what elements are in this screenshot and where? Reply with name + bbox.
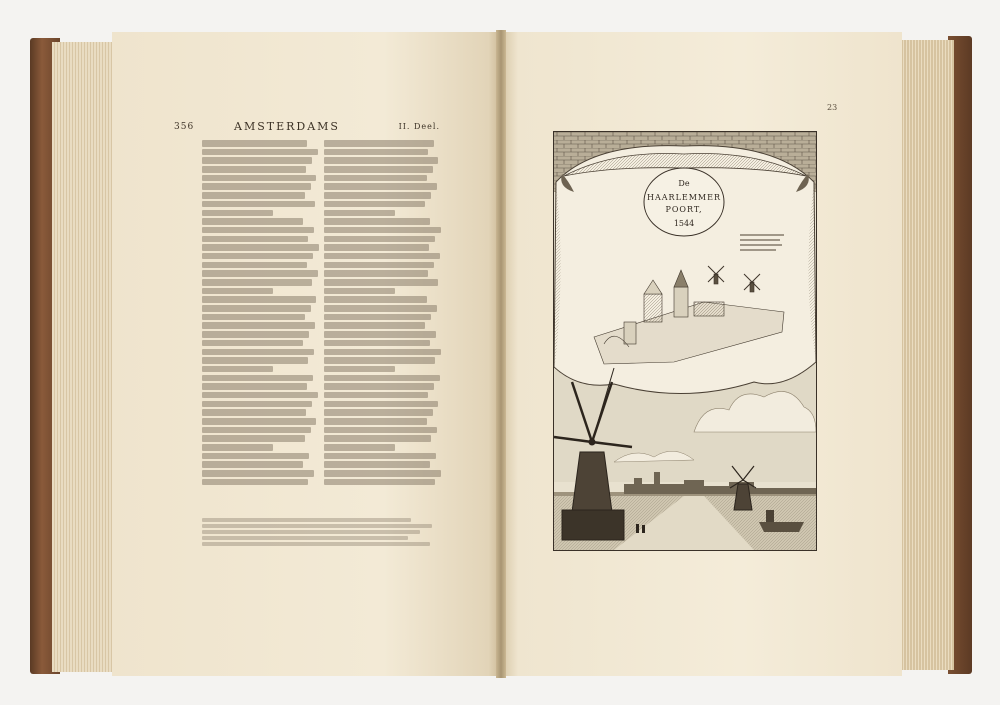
- text-line: [202, 542, 430, 546]
- book-gutter: [496, 30, 506, 678]
- text-line: [202, 288, 273, 295]
- text-line: [202, 236, 308, 243]
- plate-year: 1544: [673, 219, 695, 228]
- text-line: [202, 461, 303, 468]
- engraving-plate: [553, 131, 817, 551]
- text-line: [324, 349, 441, 356]
- text-line: [324, 409, 433, 416]
- text-line: [202, 479, 308, 486]
- text-line: [202, 270, 318, 277]
- text-line: [202, 375, 313, 382]
- text-line: [202, 210, 273, 217]
- text-line: [324, 375, 440, 382]
- running-header: [174, 120, 440, 136]
- text-line: [324, 305, 437, 312]
- text-line: [202, 305, 311, 312]
- text-column-left: [202, 140, 320, 500]
- text-line: [202, 418, 316, 425]
- text-line: [324, 244, 429, 251]
- open-book: [30, 28, 972, 680]
- text-line: [324, 331, 436, 338]
- text-line: [202, 183, 311, 190]
- text-line: [324, 401, 438, 408]
- text-line: [202, 435, 305, 442]
- left-page-text: [174, 120, 440, 540]
- text-line: [324, 192, 431, 199]
- text-line: [324, 322, 425, 329]
- text-line: [324, 201, 425, 208]
- text-line: [202, 331, 309, 338]
- running-title: AMSTERDAMS: [234, 120, 340, 133]
- building-right: [759, 522, 804, 532]
- text-line: [202, 322, 315, 329]
- text-line: [324, 253, 440, 260]
- right-page-number: 23: [827, 103, 838, 112]
- text-line: [202, 383, 307, 390]
- text-line: [202, 296, 316, 303]
- text-line: [202, 218, 303, 225]
- text-line: [324, 470, 441, 477]
- text-line: [202, 227, 314, 234]
- text-column-right: [324, 140, 442, 500]
- text-line: [202, 453, 309, 460]
- plate-title-line3: POORT,: [665, 205, 703, 214]
- text-line: [324, 157, 438, 164]
- text-line: [202, 518, 411, 522]
- text-line: [202, 357, 308, 364]
- text-line: [324, 418, 427, 425]
- text-line: [202, 444, 273, 451]
- footnotes: [202, 518, 442, 548]
- text-line: [324, 270, 428, 277]
- text-line: [324, 210, 395, 217]
- text-line: [202, 279, 312, 286]
- text-line: [202, 470, 314, 477]
- plate-title-line1: De: [678, 179, 690, 188]
- text-line: [202, 340, 303, 347]
- text-line: [324, 314, 431, 321]
- figure: [636, 524, 639, 533]
- text-line: [202, 175, 316, 182]
- text-line: [324, 366, 395, 373]
- text-line: [202, 166, 306, 173]
- text-line: [324, 340, 430, 347]
- text-line: [202, 244, 319, 251]
- text-line: [324, 288, 395, 295]
- text-line: [324, 236, 435, 243]
- text-line: [202, 201, 315, 208]
- text-line: [324, 357, 435, 364]
- text-line: [202, 314, 305, 321]
- part-label: II. Deel.: [398, 122, 440, 131]
- text-line: [202, 262, 307, 269]
- figure: [642, 525, 645, 533]
- text-line: [202, 140, 307, 147]
- text-line: [324, 453, 436, 460]
- text-line: [324, 140, 434, 147]
- text-line: [202, 349, 314, 356]
- text-line: [324, 427, 437, 434]
- plate-title-line2: HAARLEMMER: [647, 193, 721, 202]
- text-line: [202, 366, 273, 373]
- text-line: [324, 444, 395, 451]
- left-page-edges: [52, 42, 116, 672]
- text-line: [324, 383, 434, 390]
- text-line: [324, 227, 441, 234]
- text-line: [202, 524, 432, 528]
- text-line: [324, 435, 431, 442]
- text-line: [202, 149, 318, 156]
- text-line: [202, 427, 311, 434]
- text-line: [324, 479, 435, 486]
- text-line: [324, 461, 430, 468]
- text-line: [202, 392, 318, 399]
- text-line: [324, 296, 427, 303]
- text-line: [202, 409, 306, 416]
- text-line: [324, 183, 437, 190]
- text-line: [202, 157, 312, 164]
- page-number: 356: [174, 122, 195, 132]
- engraving-illustration: [554, 132, 816, 550]
- text-line: [324, 166, 433, 173]
- text-line: [324, 262, 434, 269]
- text-line: [324, 218, 430, 225]
- text-line: [324, 392, 428, 399]
- text-line: [202, 401, 312, 408]
- text-line: [324, 175, 427, 182]
- text-line: [202, 253, 313, 260]
- text-line: [202, 536, 408, 540]
- text-line: [202, 192, 305, 199]
- text-line: [202, 530, 420, 534]
- text-line: [324, 149, 428, 156]
- text-line: [324, 279, 438, 286]
